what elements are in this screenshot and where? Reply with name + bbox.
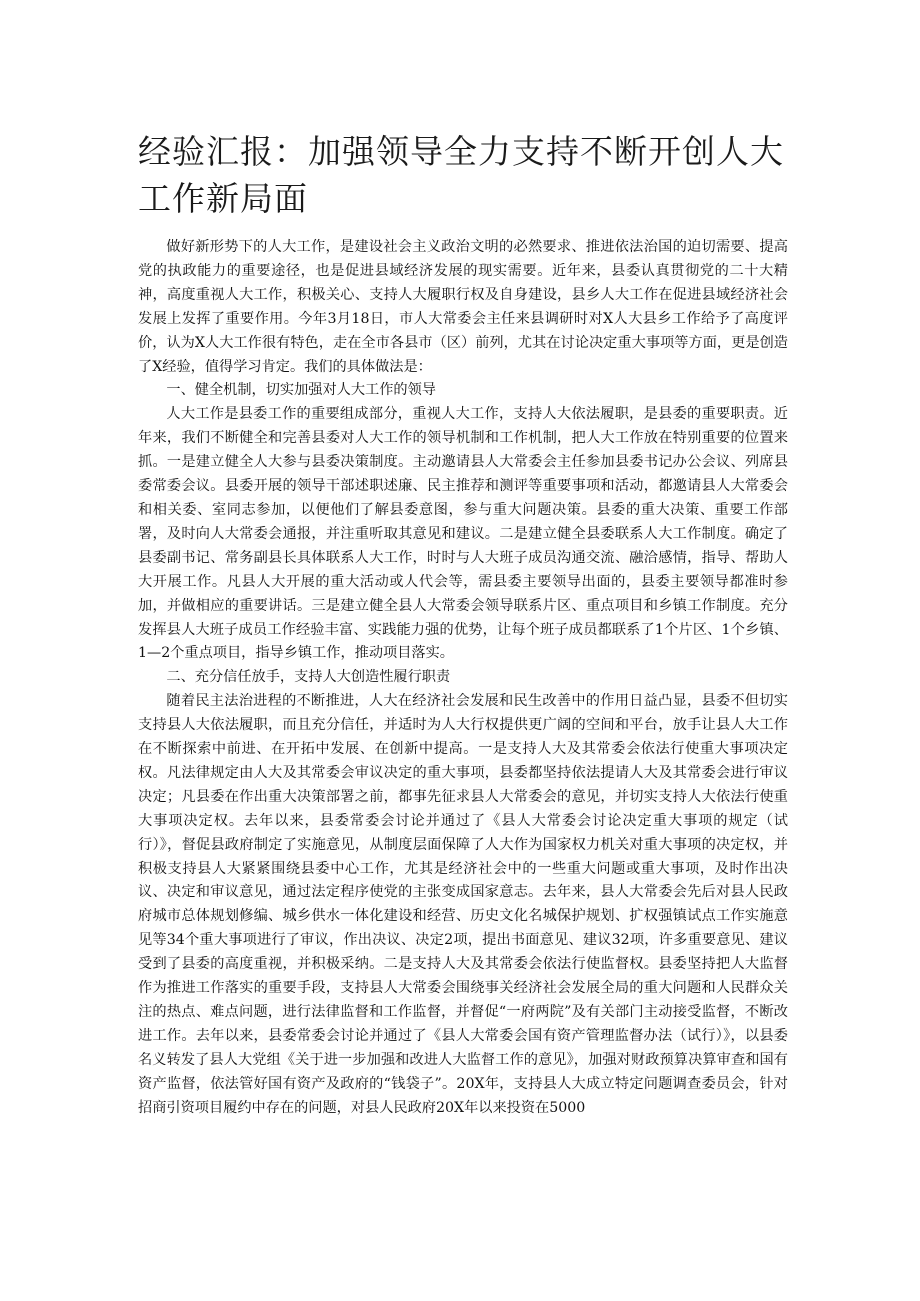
- section-heading-2: 二、充分信任放手，支持人大创造性履行职责: [166, 669, 451, 686]
- intro-paragraph: 做好新形势下的人大工作，是建设社会主义政治文明的必然要求、推进依法治国的迫切需要、提高党的执政能力的重要途径，也是促进县域经济发展的现实需要。近年来，县委认真贯彻党的二十大精神，高度重视人大工作，积极关心、支持人大履职行权及自身建设，县乡人大工作在促进县域经济社会发展上发挥了重要作用。今年3月18日，市人大常委会主任来县调研时对X人大县乡工作给予了高度评价，认为X人大工作很有特色，走在全市各县市（区）前列，尤其在讨论决定重大事项等方面，更是创造了X经验，值得学习肯定。我们的具体做法是：: [138, 239, 788, 375]
- section-2-paragraph: 随着民主法治进程的不断推进，人大在经济社会发展和民生改善中的作用日益凸显，县委不但切实支持县人大依法履职，而且充分信任，并适时为人大行权提供更广阔的空间和平台，放手让县人大工作在不断探索中前进、在开拓中发展、在创新中提高。一是支持人大及其常委会依法行使重大事项决定权。凡法律规定由人大及其常委会审议决定的重大事项，县委都坚持依法提请人大及其常委会进行审议决定；凡县委在作出重大决策部署之前，都事先征求县人大常委会的意见，并切实支持人大依法行使重大事项决定权。去年以来，县委常委会讨论并通过了《县人大常委会讨论决定重大事项的规定（试行）》，督促县政府制定了实施意见，从制度层面保障了人大作为国家权力机关对重大事项的决定权，并积极支持县人大紧紧围绕县委中心工作，尤其是经济社会中的一些重大问题或重大事项，及时作出决议、决定和审议意见，通过法定程序使党的主张变成国家意志。去年来，县人大常委会先后对县人民政府城市总体规划修编、城乡供水一体化建设和经营、历史文化名城保护规划、扩权强镇试点工作实施意见等34个重大事项进行了审议，作出决议、决定2项，提出书面意见、建议32项，许多重要意见、建议受到了县委的高度重视，并积极采纳。二是支持人大及其常委会依法行使监督权。县委坚持把人大监督作为推进工作落实的重要手段，支持县人大常委会围绕事关经济社会发展全局的重大问题和人民群众关注的热点、难点问题，进行法律监督和工作监督，并督促“一府两院”及有关部门主动接受监督，不断改进工作。去年以来，县委常委会讨论并通过了《县人大常委会国有资产管理监督办法（试行）》，以县委名义转发了县人大党组《关于进一步加强和改进人大监督工作的意见》，加强对财政预算决算审查和国有资产监督，依法管好国有资产及政府的“钱袋子”。20X年，支持县人大成立特定问题调查委员会，针对招商引资项目履约中存在的问题，对县人民政府20X年以来投资在5000: [138, 693, 788, 1116]
- document-title: 经验汇报：加强领导全力支持不断开创人大工作新局面: [138, 132, 784, 218]
- section-1-paragraph: 人大工作是县委工作的重要组成部分，重视人大工作，支持人大依法履职，是县委的重要职责。近年来，我们不断健全和完善县委对人大工作的领导机制和工作机制，把人大工作放在特别重要的位置来抓。一是建立健全人大参与县委决策制度。主动邀请县人大常委会主任参加县委书记办公会议、列席县委常委会议。县委开展的领导干部述职述廉、民主推荐和测评等重要事项和活动，都邀请县人大常委会和相关委、室同志参加，以便他们了解县委意图，参与重大问题决策。县委的重大决策、重要工作部署，及时向人大常委会通报，并注重听取其意见和建议。二是建立健全县委联系人大工作制度。确定了县委副书记、常务副县长具体联系人大工作，时时与人大班子成员沟通交流、融洽感情，指导、帮助人大开展工作。凡县人大开展的重大活动或人代会等，需县委主要领导出面的，县委主要领导都准时参加，并做相应的重要讲话。三是建立健全县人大常委会领导联系片区、重点项目和乡镇工作制度。充分发挥县人大班子成员工作经验丰富、实践能力强的优势，让每个班子成员都联系了1个片区、1个乡镇、1—2个重点项目，指导乡镇工作，推动项目落实。: [138, 406, 788, 662]
- section-heading-1: 一、健全机制，切实加强对人大工作的领导: [166, 382, 436, 399]
- document-body: [138, 236, 788, 1121]
